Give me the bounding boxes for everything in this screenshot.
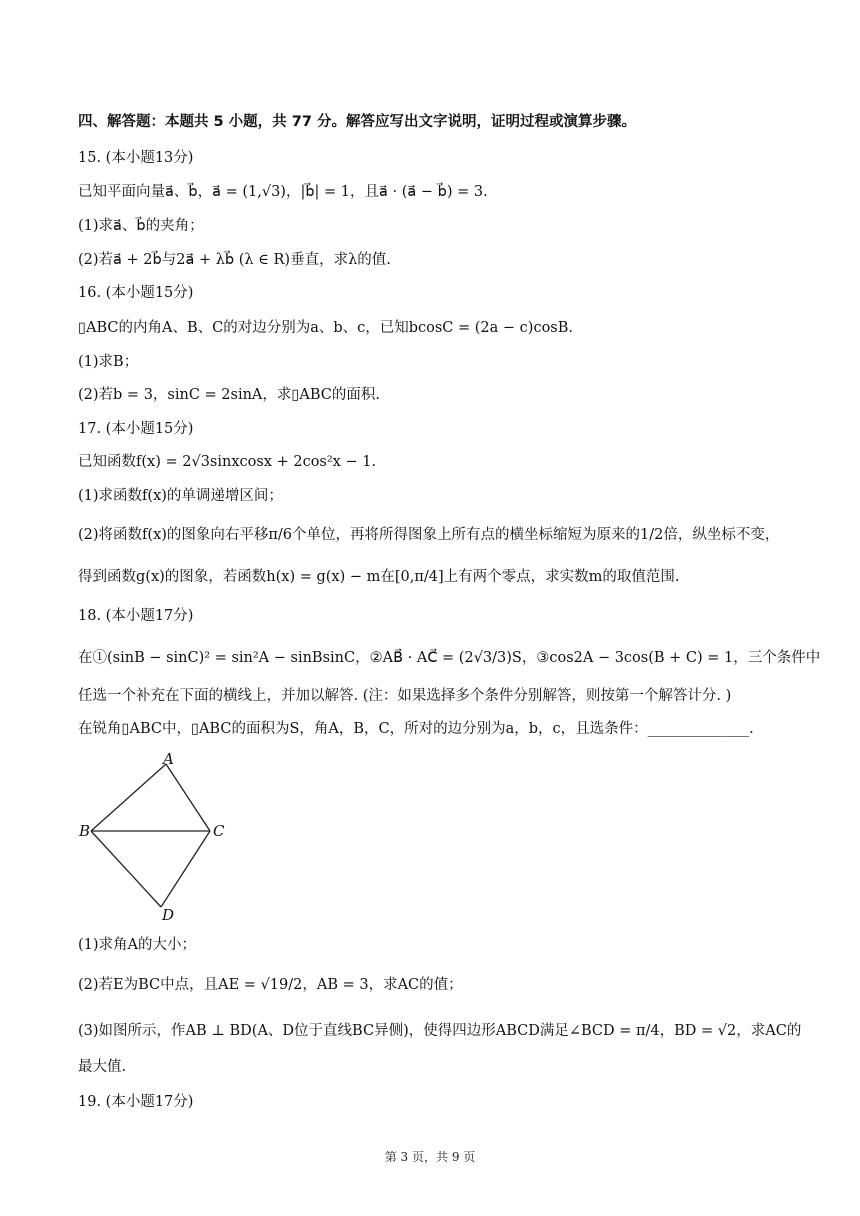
problem-18-subline: (3)如图所示，作AB ⊥ BD(A、D位于直线BC异侧)，使得四边形ABCD满足∠BCD = π/4，BD = √2，求AC的 bbox=[78, 1023, 802, 1039]
problem-15-line: 已知平面向量a⃗、b⃗，a⃗ = (1,√3)，|b⃗| = 1，且a⃗ · (a⃗ − b⃗) = 3. bbox=[78, 184, 488, 200]
problem-19-header: 19. (本小题17分) bbox=[78, 1094, 194, 1110]
quadrilateral-figure bbox=[78, 750, 248, 922]
problem-18-subline: (2)若E为BC中点，且AE = √19/2，AB = 3，求AC的值； bbox=[78, 977, 463, 993]
edge-cd bbox=[161, 831, 210, 907]
problem-17-line: (1)求函数f(x)的单调递增区间； bbox=[78, 488, 283, 504]
problem-17-line: 得到函数g(x)的图象，若函数h(x) = g(x) − m在[0,π/4]上有两个零点，求实数m的取值范围. bbox=[78, 569, 680, 585]
page-footer: 第 3 页，共 9 页 bbox=[384, 1150, 476, 1164]
problem-15-line: (1)求a⃗、b⃗的夹角； bbox=[78, 218, 204, 234]
edge-bd bbox=[91, 831, 161, 907]
problem-18-line: 在①(sinB − sinC)² = sin²A − sinBsinC，②AB⃗ · AC⃗ = (2√3/3)S，③cos2A − 3cos(B + C) = 1，三个条件中 bbox=[78, 650, 821, 666]
section-title: 四、解答题：本题共 5 小题，共 77 分。解答应写出文字说明，证明过程或演算步骤。 bbox=[78, 114, 636, 130]
problem-18-line: 任选一个补充在下面的横线上，并加以解答. (注：如果选择多个条件分别解答，则按第一个解答计分. ) bbox=[78, 688, 732, 704]
problem-18-header: 18. (本小题17分) bbox=[78, 608, 194, 624]
edge-ab bbox=[91, 764, 166, 831]
problem-16-line: (1)求B； bbox=[78, 354, 139, 370]
problem-17-line: 已知函数f(x) = 2√3sinxcosx + 2cos²x − 1. bbox=[78, 454, 377, 470]
problem-18-line: 在锐角▯ABC中，▯ABC的面积为S，角A，B，C，所对的边分别为a，b，c，且选条件：______________. bbox=[78, 721, 754, 737]
problem-16-header: 16. (本小题15分) bbox=[78, 285, 194, 301]
label-a: A bbox=[163, 750, 174, 768]
problem-18-subline: 最大值. bbox=[78, 1059, 127, 1075]
label-c: C bbox=[213, 822, 225, 840]
problem-17-line: (2)将函数f(x)的图象向右平移π/6个单位，再将所得图象上所有点的横坐标缩短为原来的1/2倍，纵坐标不变， bbox=[78, 527, 780, 543]
problem-15-header: 15. (本小题13分) bbox=[78, 150, 194, 166]
label-d: D bbox=[162, 906, 175, 922]
problem-15-line: (2)若a⃗ + 2b⃗与2a⃗ + λb⃗ (λ ∈ R)垂直，求λ的值. bbox=[78, 252, 391, 268]
problem-18-subline: (1)求角A的大小； bbox=[78, 937, 197, 953]
problem-17-header: 17. (本小题15分) bbox=[78, 421, 194, 437]
edge-ac bbox=[166, 764, 210, 831]
problem-16-line: (2)若b = 3，sinC = 2sinA，求▯ABC的面积. bbox=[78, 387, 380, 403]
problem-16-line: ▯ABC的内角A、B、C的对边分别为a、b、c，已知bcosC = (2a − c)cosB. bbox=[78, 320, 574, 336]
label-b: B bbox=[79, 822, 91, 840]
